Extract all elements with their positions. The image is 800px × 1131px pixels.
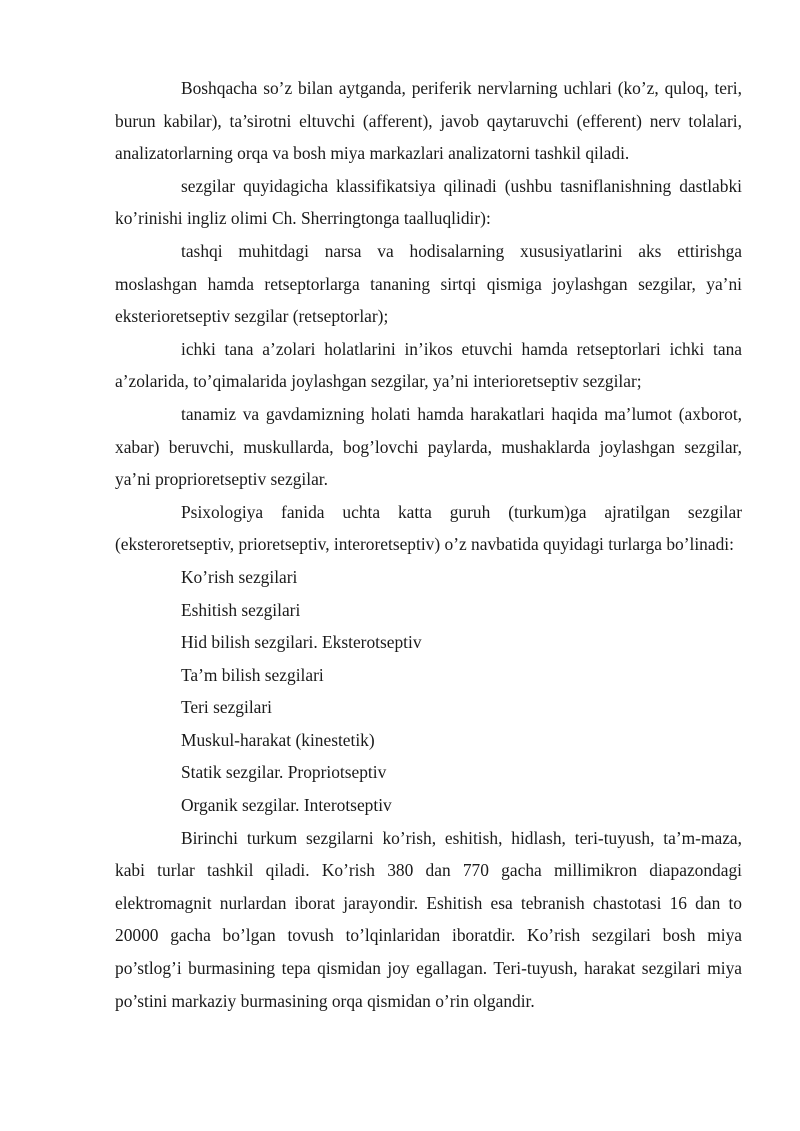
document-page [115,72,742,1017]
paragraph-first-group-details: Birinchi turkum sezgilarni ko’rish, eshitish, hidlash, teri-tuyush, ta’m-maza, kabi turlar tashkil qiladi. Ko’rish 380 dan 770 gacha millimikron diapazondagi elektromagnit nurlardan iborat jarayondir. Eshitish esa tebranish chastotasi 16 dan to 20000 gacha bo’lgan tovush to’lqinlaridan iboratdir. Ko’rish sezgilari bosh miya po’stlog’i burmasining tepa qismidan joy egallagan. Teri-tuyush, harakat sezgilari miya po’stini markaziy burmasining orqa qismidan o’rin olgandir. [115,827,742,1011]
paragraph-proprioceptive: tanamiz va gavdamizning holati hamda harakatlari haqida ma’lumot (axborot, xabar) beruvchi, muskullarda, bog’lovchi paylarda, mushaklarda joylashgan sezgilar, ya’ni proprioretseptiv sezgilar. [115,403,742,490]
paragraph-exteroceptive: tashqi muhitdagi narsa va hodisalarning xususiyatlarini aks ettirishga moslashgan hamda retseptorlarga tananing sirtqi qismiga joylashgan sezgilar, ya’ni eksterioretseptiv sezgilar (retseptorlar); [115,240,742,327]
list-item: Organik sezgilar. Interotseptiv [181,795,392,816]
paragraph-three-groups: Psixologiya fanida uchta katta guruh (turkum)ga ajratilgan sezgilar (eksteroretseptiv, prioretseptiv, interoretseptiv) o’z navbatida quyidagi turlarga bo’linadi: [115,501,742,555]
paragraph-classification-intro: sezgilar quyidagicha klassifikatsiya qilinadi (ushbu tasniflanishning dastlabki ko’rinishi ingliz olimi Ch. Sherringtonga taalluqlidir): [115,175,742,229]
list-item: Teri sezgilari [181,697,273,718]
list-item: Hid bilish sezgilari. Eksterotseptiv [181,632,422,653]
list-item: Eshitish sezgilari [181,599,301,620]
paragraph-analyzer-definition: Boshqacha so’z bilan aytganda, periferik nervlarning uchlari (ko’z, quloq, teri, burun kabilar), ta’sirotni eltuvchi (afferent), javob qaytaruvchi (efferent) nerv tolalari, analizatorlarning orqa va bosh miya markazlari analizatorni tashkil qiladi. [115,78,742,164]
list-item: Statik sezgilar. Propriotseptiv [181,762,387,783]
paragraph-interoceptive: ichki tana a’zolari holatlarini in’ikos etuvchi hamda retseptorlari ichki tana a’zolarida, to’qimalarida joylashgan sezgilar, ya’ni interioretseptiv sezgilar; [115,338,742,392]
sensation-types-list [115,561,742,822]
list-item: Muskul-harakat (kinestetik) [181,729,375,750]
list-item: Ko’rish sezgilari [181,566,298,587]
list-item: Ta’m bilish sezgilari [181,664,324,685]
